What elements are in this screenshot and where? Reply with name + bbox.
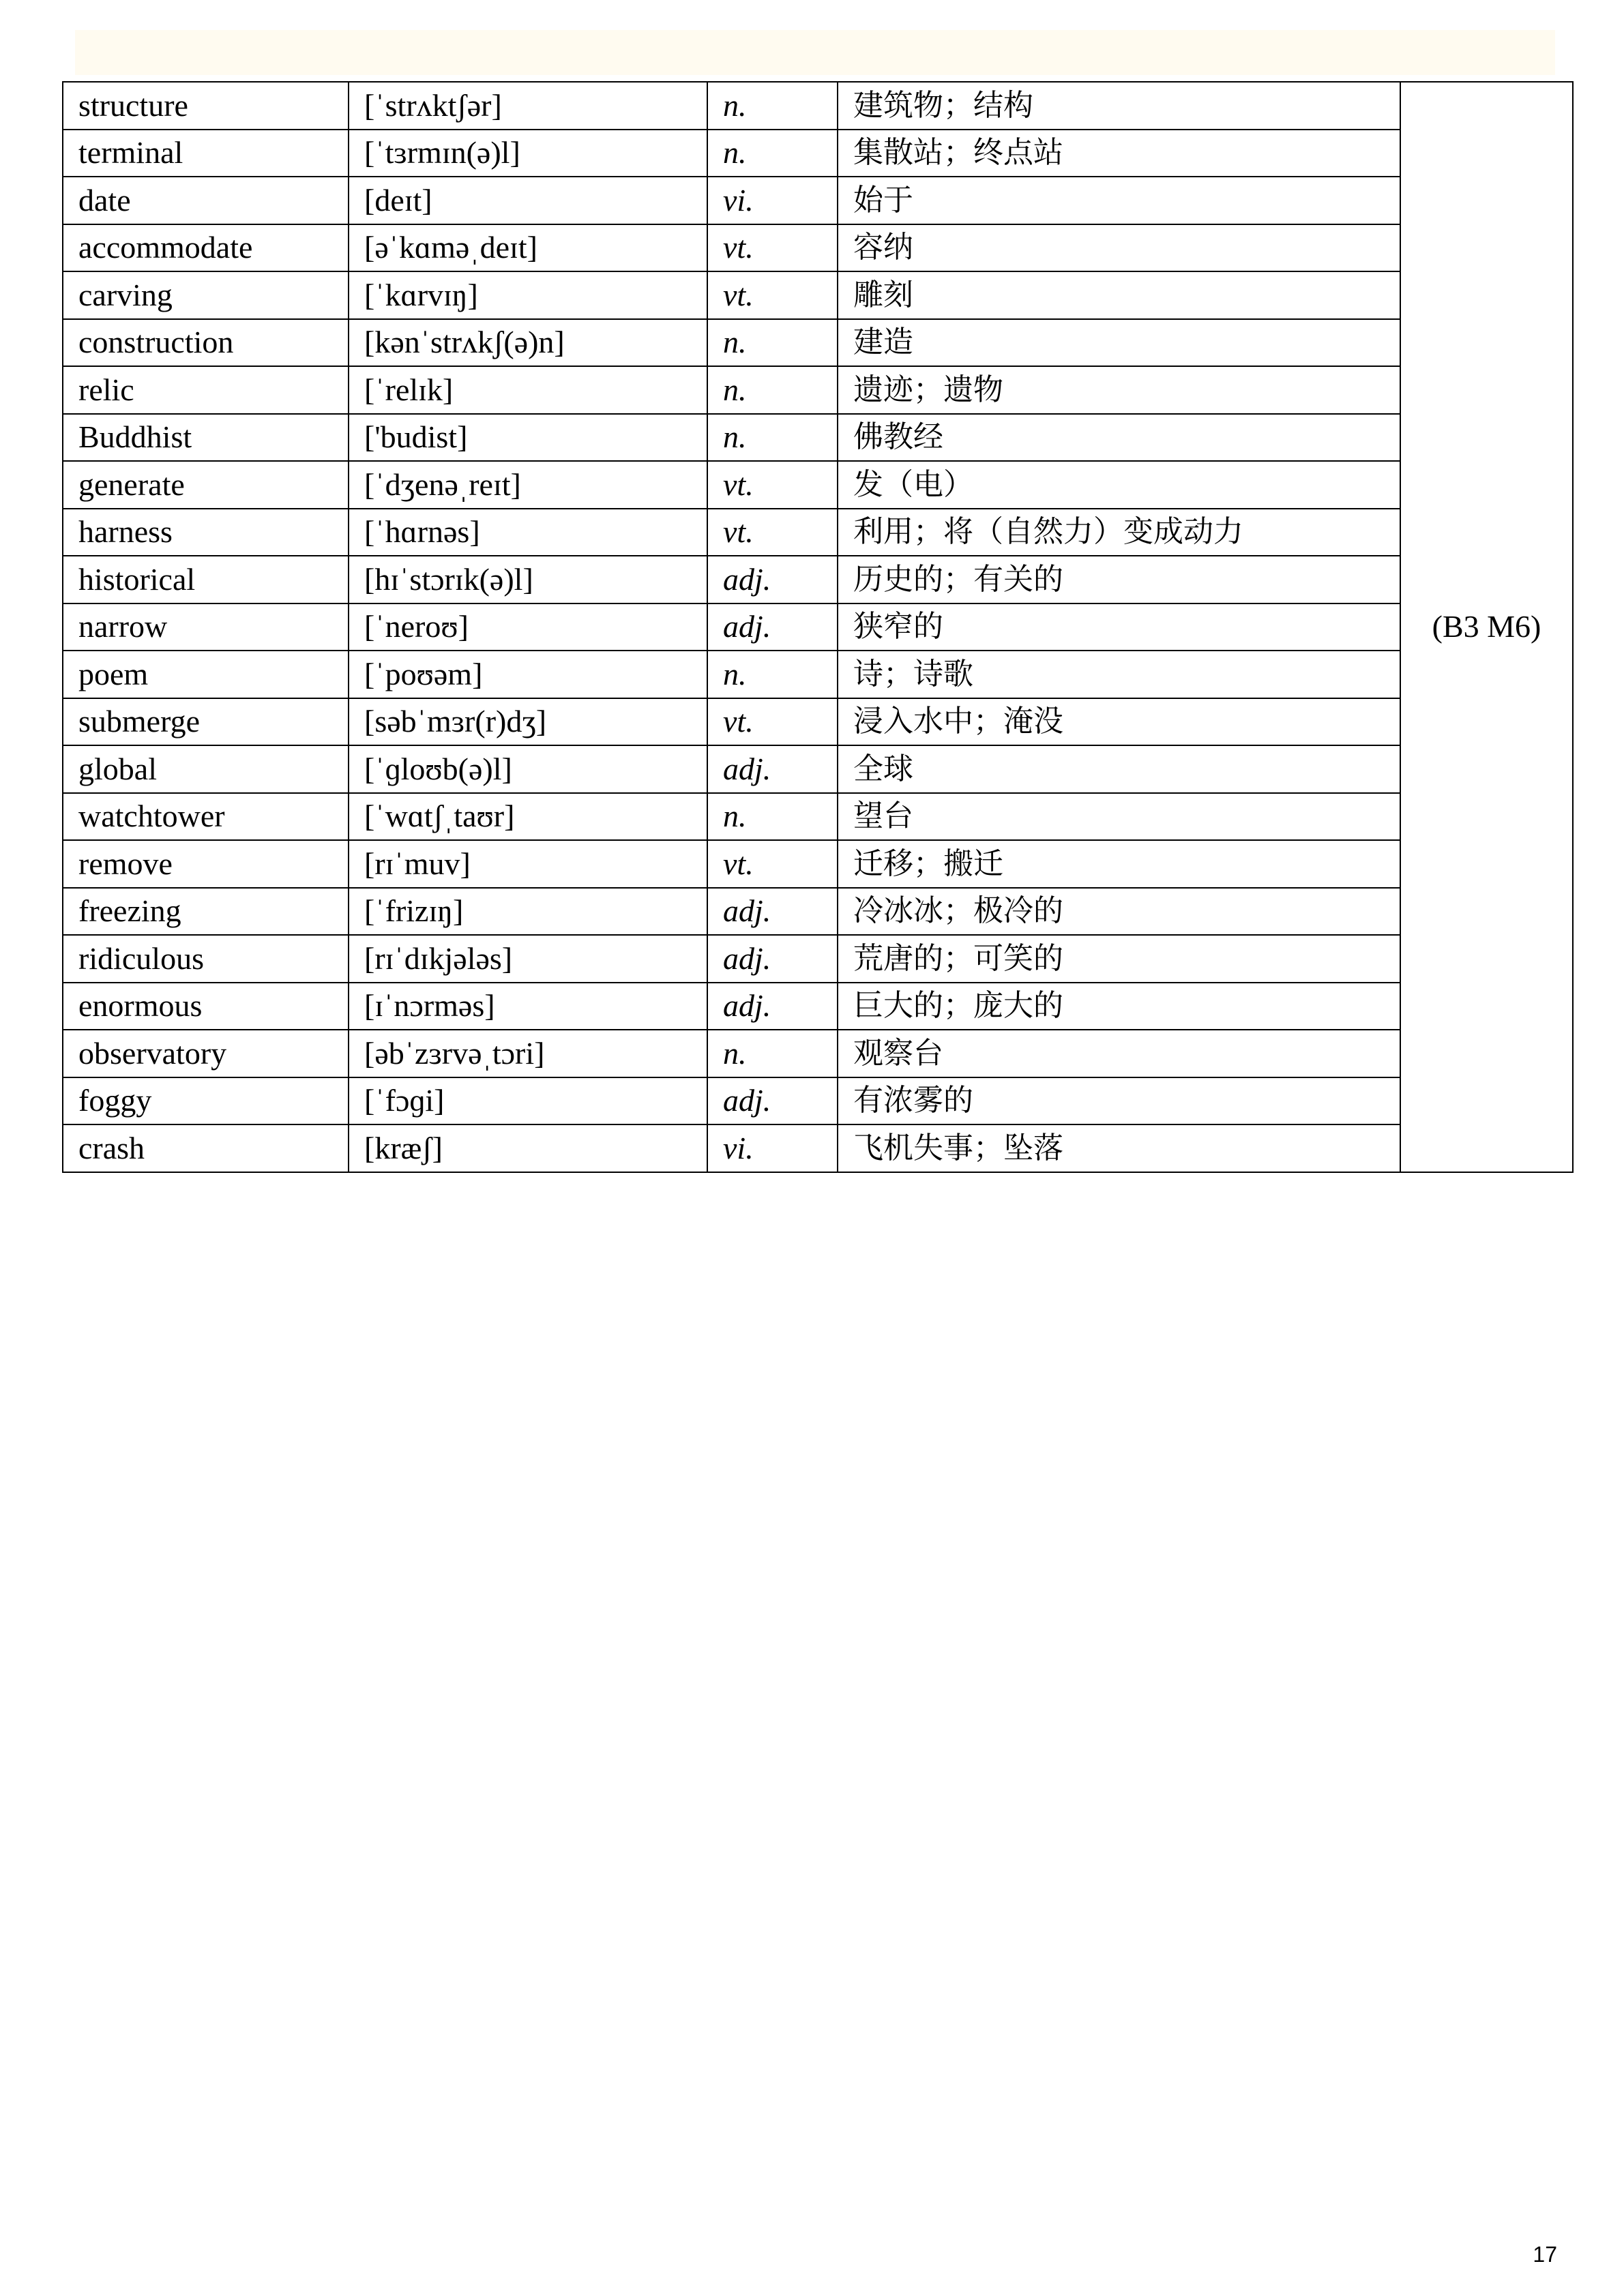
part-of-speech-cell: n. — [707, 82, 838, 130]
table-row — [63, 224, 1573, 272]
meaning-cell: 集散站；终点站 — [838, 130, 1400, 177]
part-of-speech-cell: n. — [707, 651, 838, 698]
part-of-speech-cell: adj. — [707, 1077, 838, 1125]
table-row — [63, 366, 1573, 414]
part-of-speech-cell: n. — [707, 366, 838, 414]
word-cell: accommodate — [63, 224, 349, 272]
phonetic-cell: [ɪˈnɔrməs] — [349, 983, 707, 1030]
part-of-speech-cell: adj. — [707, 745, 838, 793]
header-band — [75, 30, 1555, 75]
phonetic-cell: [ˈfrizɪŋ] — [349, 888, 707, 936]
meaning-cell: 诗；诗歌 — [838, 651, 1400, 698]
part-of-speech-cell: adj. — [707, 556, 838, 603]
table-row — [63, 271, 1573, 319]
table-row — [63, 461, 1573, 509]
phonetic-cell: [ˈfɔɡi] — [349, 1077, 707, 1125]
phonetic-cell: [ˈɡloʊb(ə)l] — [349, 745, 707, 793]
word-cell: carving — [63, 271, 349, 319]
meaning-cell: 建筑物；结构 — [838, 82, 1400, 130]
part-of-speech-cell: vt. — [707, 224, 838, 272]
part-of-speech-cell: adj. — [707, 935, 838, 983]
part-of-speech-cell: adj. — [707, 888, 838, 936]
table-row — [63, 177, 1573, 224]
table-row — [63, 1030, 1573, 1077]
part-of-speech-cell: n. — [707, 319, 838, 367]
word-cell: freezing — [63, 888, 349, 936]
meaning-cell: 始于 — [838, 177, 1400, 224]
word-cell: relic — [63, 366, 349, 414]
meaning-cell: 遗迹；遗物 — [838, 366, 1400, 414]
part-of-speech-cell: vt. — [707, 271, 838, 319]
word-cell: Buddhist — [63, 414, 349, 462]
word-cell: terminal — [63, 130, 349, 177]
meaning-cell: 巨大的；庞大的 — [838, 983, 1400, 1030]
word-cell: submerge — [63, 698, 349, 746]
table-row — [63, 888, 1573, 936]
phonetic-cell: ['budist] — [349, 414, 707, 462]
word-cell: poem — [63, 651, 349, 698]
table-row — [63, 983, 1573, 1030]
table-row — [63, 840, 1573, 888]
phonetic-cell: [rɪˈdɪkjələs] — [349, 935, 707, 983]
meaning-cell: 望台 — [838, 793, 1400, 841]
word-cell: global — [63, 745, 349, 793]
word-cell: generate — [63, 461, 349, 509]
part-of-speech-cell: vi. — [707, 1124, 838, 1172]
word-cell: enormous — [63, 983, 349, 1030]
phonetic-cell: [səbˈmɜr(r)dʒ] — [349, 698, 707, 746]
phonetic-cell: [ˈhɑrnəs] — [349, 509, 707, 556]
table-row — [63, 603, 1573, 651]
table-row — [63, 651, 1573, 698]
phonetic-cell: [ˈtɜrmɪn(ə)l] — [349, 130, 707, 177]
table-row — [63, 82, 1573, 130]
meaning-cell: 雕刻 — [838, 271, 1400, 319]
table-row — [63, 414, 1573, 462]
meaning-cell: 发（电） — [838, 461, 1400, 509]
word-cell: date — [63, 177, 349, 224]
word-cell: watchtower — [63, 793, 349, 841]
table-row — [63, 130, 1573, 177]
phonetic-cell: [ˈstrʌktʃər] — [349, 82, 707, 130]
phonetic-cell: [ˈdʒenəˌreɪt] — [349, 461, 707, 509]
meaning-cell: 观察台 — [838, 1030, 1400, 1077]
meaning-cell: 迁移；搬迁 — [838, 840, 1400, 888]
table-row — [63, 319, 1573, 367]
part-of-speech-cell: vt. — [707, 461, 838, 509]
table-row — [63, 793, 1573, 841]
part-of-speech-cell: vt. — [707, 509, 838, 556]
word-cell: observatory — [63, 1030, 349, 1077]
table-row — [63, 1124, 1573, 1172]
table-row — [63, 556, 1573, 603]
meaning-cell: 冷冰冰；极冷的 — [838, 888, 1400, 936]
meaning-cell: 狭窄的 — [838, 603, 1400, 651]
table-row — [63, 935, 1573, 983]
meaning-cell: 历史的；有关的 — [838, 556, 1400, 603]
phonetic-cell: [ˈkɑrvɪŋ] — [349, 271, 707, 319]
word-cell: remove — [63, 840, 349, 888]
unit-label-cell: (B3 M6) — [1400, 82, 1573, 1172]
page-number: 17 — [1533, 2242, 1557, 2267]
phonetic-cell: [rɪˈmuv] — [349, 840, 707, 888]
table-row — [63, 509, 1573, 556]
part-of-speech-cell: n. — [707, 130, 838, 177]
part-of-speech-cell: n. — [707, 1030, 838, 1077]
part-of-speech-cell: n. — [707, 793, 838, 841]
meaning-cell: 浸入水中；淹没 — [838, 698, 1400, 746]
phonetic-cell: [ˈwɑtʃˌtaʊr] — [349, 793, 707, 841]
table-row — [63, 1077, 1573, 1125]
meaning-cell: 利用；将（自然力）变成动力 — [838, 509, 1400, 556]
phonetic-cell: [kənˈstrʌkʃ(ə)n] — [349, 319, 707, 367]
phonetic-cell: [ˈneroʊ] — [349, 603, 707, 651]
phonetic-cell: [ˈrelɪk] — [349, 366, 707, 414]
meaning-cell: 飞机失事；坠落 — [838, 1124, 1400, 1172]
part-of-speech-cell: vi. — [707, 177, 838, 224]
word-cell: ridiculous — [63, 935, 349, 983]
table-row — [63, 698, 1573, 746]
part-of-speech-cell: vt. — [707, 840, 838, 888]
meaning-cell: 全球 — [838, 745, 1400, 793]
part-of-speech-cell: adj. — [707, 603, 838, 651]
word-cell: harness — [63, 509, 349, 556]
vocabulary-table-body — [63, 82, 1573, 1172]
word-cell: structure — [63, 82, 349, 130]
word-cell: historical — [63, 556, 349, 603]
phonetic-cell: [deɪt] — [349, 177, 707, 224]
meaning-cell: 荒唐的；可笑的 — [838, 935, 1400, 983]
table-row — [63, 745, 1573, 793]
phonetic-cell: [ˈpoʊəm] — [349, 651, 707, 698]
word-cell: foggy — [63, 1077, 349, 1125]
meaning-cell: 佛教经 — [838, 414, 1400, 462]
phonetic-cell: [kræʃ] — [349, 1124, 707, 1172]
phonetic-cell: [hɪˈstɔrɪk(ə)l] — [349, 556, 707, 603]
word-cell: narrow — [63, 603, 349, 651]
meaning-cell: 有浓雾的 — [838, 1077, 1400, 1125]
vocabulary-table — [62, 81, 1574, 1173]
part-of-speech-cell: vt. — [707, 698, 838, 746]
word-cell: crash — [63, 1124, 349, 1172]
word-cell: construction — [63, 319, 349, 367]
part-of-speech-cell: adj. — [707, 983, 838, 1030]
meaning-cell: 容纳 — [838, 224, 1400, 272]
phonetic-cell: [əˈkɑməˌdeɪt] — [349, 224, 707, 272]
meaning-cell: 建造 — [838, 319, 1400, 367]
phonetic-cell: [əbˈzɜrvəˌtɔri] — [349, 1030, 707, 1077]
part-of-speech-cell: n. — [707, 414, 838, 462]
